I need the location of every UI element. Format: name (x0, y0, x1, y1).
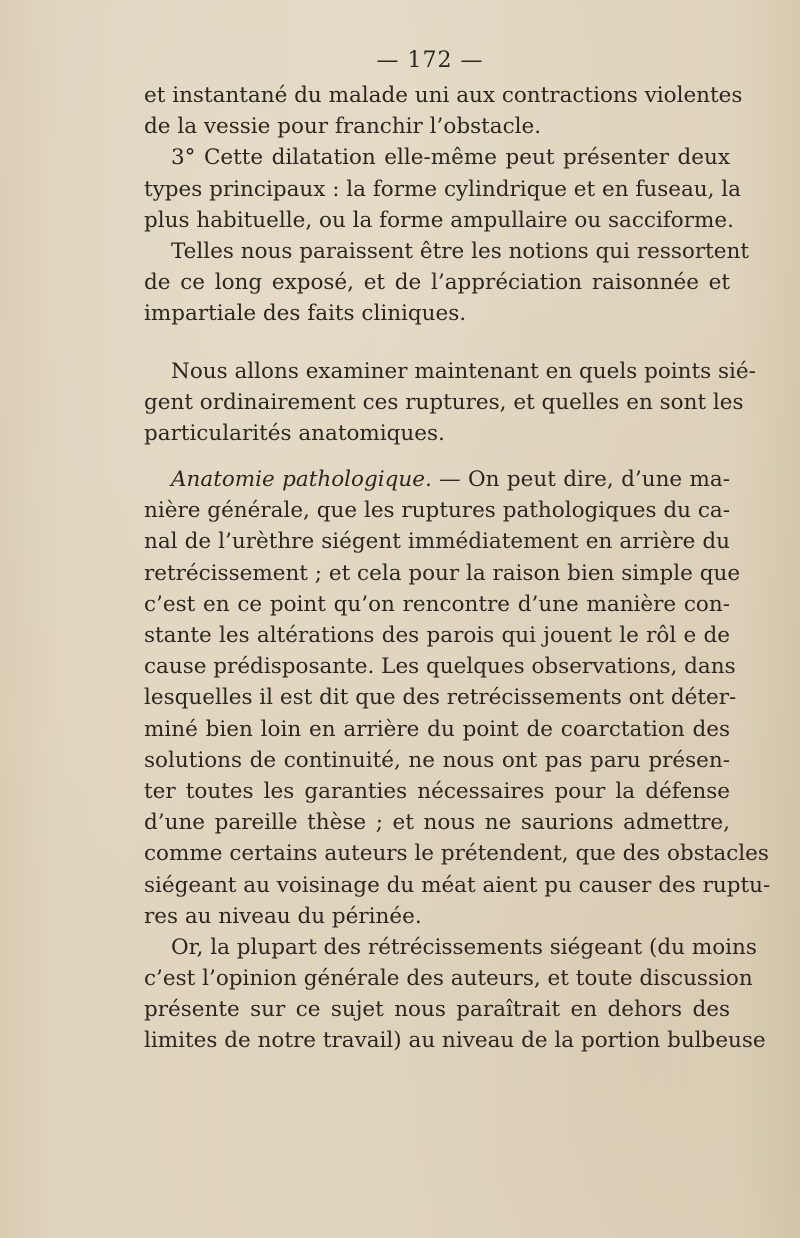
paragraph-strictures (144, 932, 766, 1057)
text-line: solutions de continuité, ne nous ont pas paru présen- (144, 747, 730, 773)
text-line: res au niveau du périnée. (144, 903, 422, 929)
text-fragment: — On peut dire, d’une ma- (431, 467, 730, 493)
text-line: de ce long exposé, et de l’appréciation raisonnée et (144, 270, 730, 296)
text-line: miné bien loin en arrière du point de coarctation des (144, 716, 730, 742)
text-line: ter toutes les garanties nécessaires pour la défense (144, 778, 730, 804)
text-line: d’une pareille thèse ; et nous ne saurions admettre, (144, 810, 730, 836)
text-line: 3° Cette dilatation elle-même peut présenter deux (171, 145, 730, 171)
text-line: nal de l’urèthre siégent immédiatement en arrière du (144, 529, 730, 555)
text-line: c’est en ce point qu’on rencontre d’une manière con- (144, 591, 730, 617)
text-line: limites de notre travail) au niveau de la portion bulbeuse (144, 1028, 766, 1054)
text-line: types principaux : la forme cylindrique et en fuseau, la (144, 176, 742, 202)
paragraph-anatomy (144, 464, 771, 932)
text-line: cause prédisposante. Les quelques observations, dans (144, 654, 736, 680)
text-line: Or, la plupart des rétrécissements siégeant (du moins (171, 934, 757, 960)
page-number: — 172 — (376, 48, 484, 73)
text-line: retrécissement ; et cela pour la raison bien simple que (144, 560, 741, 586)
text-line: gent ordinairement ces ruptures, et quelles en sont les (144, 389, 744, 415)
text-line: c’est l’opinion générale des auteurs, et toute discussion (144, 966, 753, 992)
paragraph-conclusion (144, 236, 750, 330)
paragraph-gap (144, 449, 730, 464)
text-line: de la vessie pour franchir l’obstacle. (144, 114, 542, 140)
text-line: présente sur ce sujet nous paraîtrait en dehors des (144, 997, 730, 1023)
section-heading: Anatomie pathologique. (171, 467, 432, 493)
text-line: Telles nous paraissent être les notions qui ressortent (171, 238, 750, 264)
text-line: impartiale des faits cliniques. (144, 301, 467, 327)
paragraph-continuation (144, 80, 743, 142)
text-line: plus habituelle, ou la forme ampullaire ou sacciforme. (144, 207, 734, 233)
text-line (144, 464, 730, 495)
text-line: siégeant au voisinage du méat aient pu causer des ruptu- (144, 872, 771, 898)
paragraph-dilatation (144, 142, 742, 236)
text-line: stante les altérations des parois qui jouent le rôl e de (144, 623, 730, 648)
text-line: lesquelles il est dit que des retrécissements ont déter- (144, 685, 737, 711)
body-text (144, 80, 771, 1057)
text-line: nière générale, que les ruptures pathologiques du ca- (144, 498, 730, 524)
text-line: comme certains auteurs le prétendent, que des obstacles (144, 841, 769, 867)
text-line: particularités anatomiques. (144, 420, 445, 446)
paragraph-gap (144, 330, 730, 356)
text-line: et instantané du malade uni aux contractions violentes (144, 83, 743, 108)
paragraph-transition (144, 356, 756, 450)
text-line: Nous allons examiner maintenant en quels points sié- (171, 358, 756, 384)
